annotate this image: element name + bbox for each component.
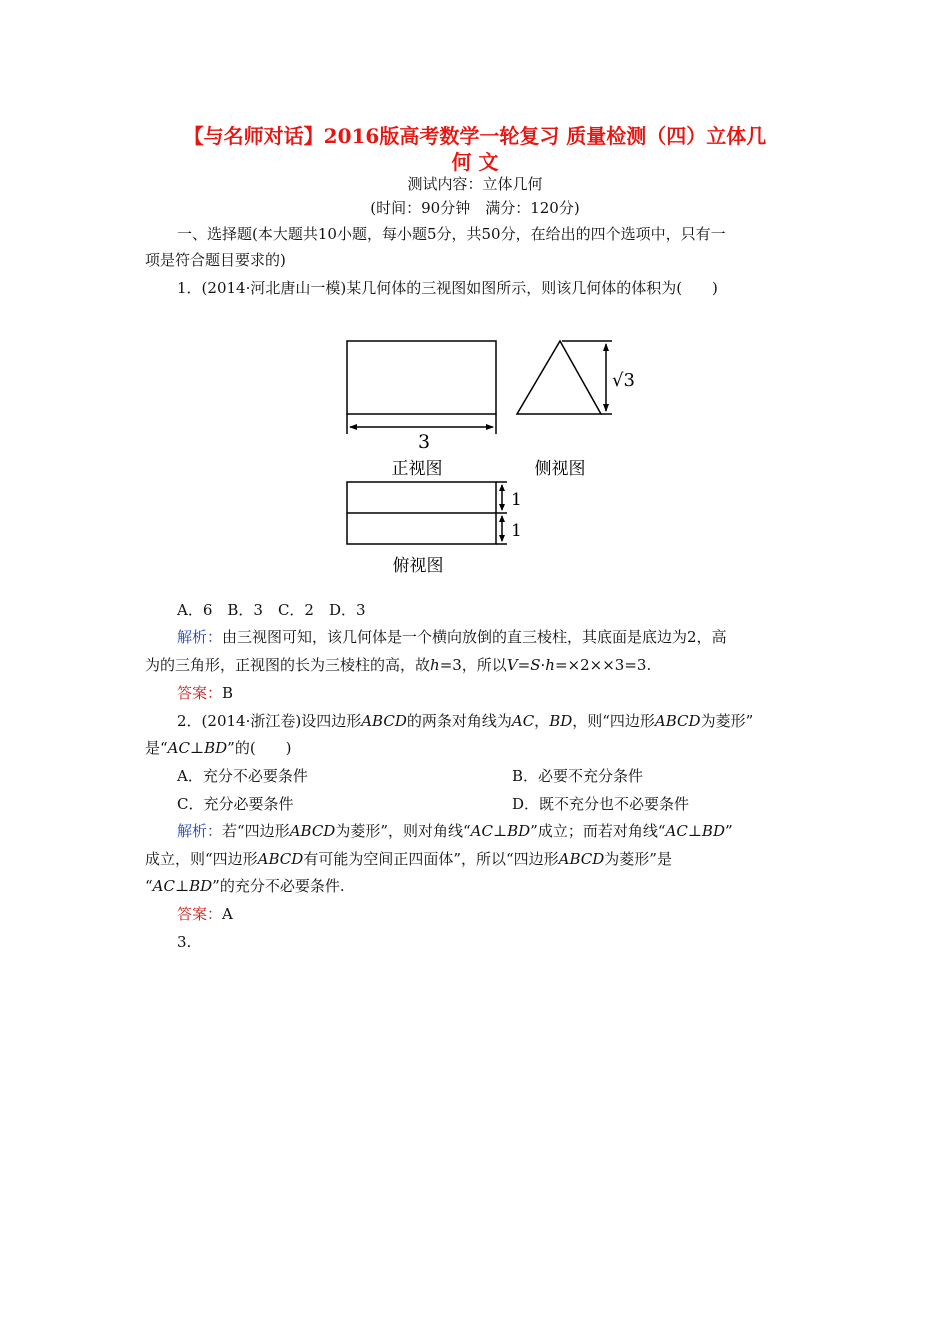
analysis-label: 解析：: [177, 628, 223, 646]
q2-option-b: B．必要不充分条件: [512, 767, 644, 785]
q2-analysis-line3: “AC⊥BD”的充分不必要条件.: [145, 877, 345, 895]
section-heading-line2: 项是符合题目要求的): [145, 251, 286, 269]
time-info: (时间：90分钟 满分：120分): [370, 199, 580, 217]
q1-stem: 1．(2014·河北唐山一模)某几何体的三视图如图所示，则该几何体的体积为( ): [177, 279, 718, 297]
q3-stem: 3.: [177, 933, 192, 951]
q1-analysis-line2: 为的三角形，正视图的长为三棱柱的高，故h=3，所以V=S·h=×2××3=3.: [145, 656, 652, 674]
q2-option-c: C．充分必要条件: [177, 795, 294, 813]
top-view-caption: 俯视图: [392, 556, 444, 576]
q1-options: A．6 B．3 C．2 D．3: [177, 601, 366, 619]
front-view-rect: [347, 341, 496, 414]
top-dim-label-1: 1: [511, 490, 522, 510]
subtitle: 测试内容：立体几何: [407, 175, 543, 193]
q1-answer: 答案：B: [177, 684, 234, 702]
front-length-label: 3: [417, 431, 431, 453]
q1-analysis-line1: 解析：由三视图可知，该几何体是一个横向放倒的直三棱柱，其底面是底边为2，高: [177, 628, 727, 646]
q2-stem-line1: 2．(2014·浙江卷)设四边形ABCD的两条对角线为AC，BD，则“四边形ABCD为菱形”: [177, 712, 754, 730]
q2-answer: 答案：A: [177, 905, 233, 923]
top-dim-label-2: 1: [511, 521, 522, 541]
side-view-triangle: [517, 341, 601, 414]
q2-analysis-line1: 解析：若“四边形ABCD为菱形”，则对角线“AC⊥BD”成立；而若对角线“AC⊥BD”: [177, 822, 733, 840]
answer-label: 答案：: [177, 684, 223, 702]
side-view-caption: 侧视图: [534, 459, 586, 479]
document-title-line1: 【与名师对话】2016版高考数学一轮复习 质量检测（四）立体几: [183, 124, 767, 148]
front-view-caption: 正视图: [391, 459, 443, 479]
q2-option-d: D．既不充分也不必要条件: [512, 795, 690, 813]
section-heading-line1: 一、选择题(本大题共10小题，每小题5分，共50分，在给出的四个选项中，只有一: [177, 225, 726, 243]
document-title-line2: 何 文: [451, 150, 499, 174]
three-view-figure: [330, 330, 650, 585]
q2-option-a: A．充分不必要条件: [177, 767, 308, 785]
q2-analysis-line2: 成立，则“四边形ABCD有可能为空间正四面体”，所以“四边形ABCD为菱形”是: [145, 850, 672, 868]
q2-stem-line2: 是“AC⊥BD”的( ): [145, 739, 292, 757]
side-height-label: √3: [612, 370, 635, 391]
